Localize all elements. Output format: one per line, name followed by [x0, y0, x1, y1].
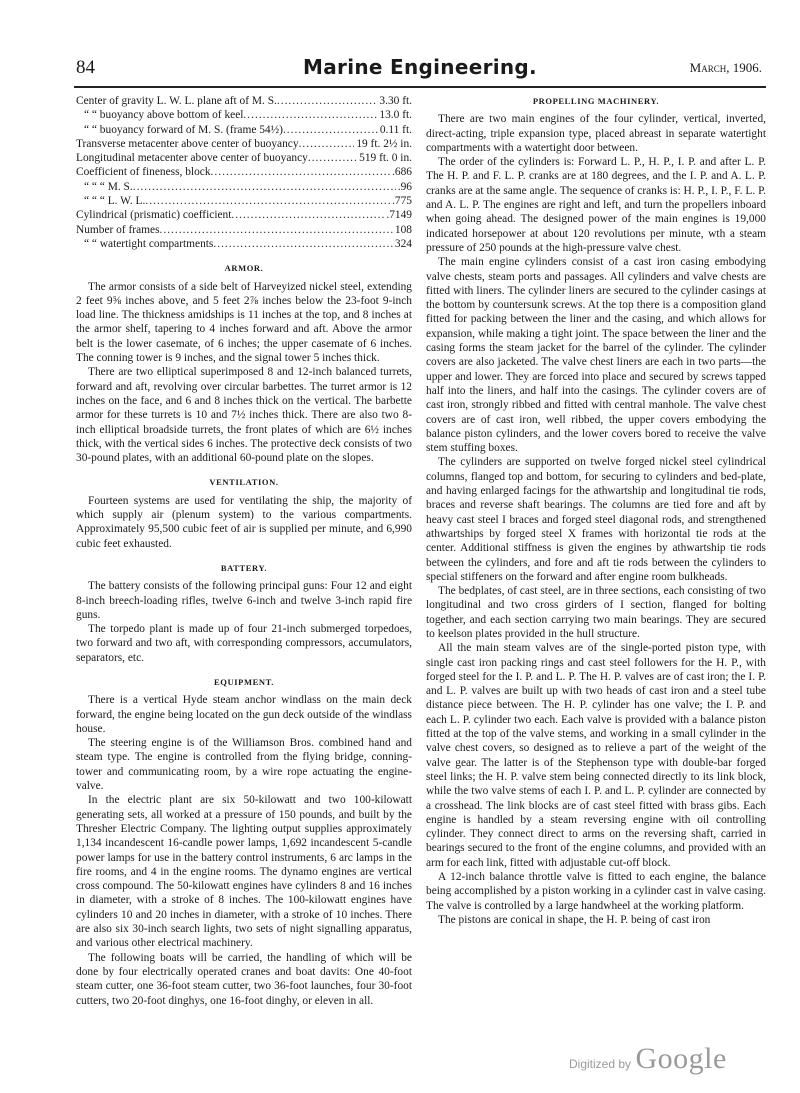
google-logo: Google: [635, 1042, 727, 1075]
page-header: [74, 55, 766, 85]
digitized-by-google-watermark: [569, 1042, 727, 1076]
paragraph: The steering engine is of the Williamson Bros. combined hand and steam type. The engine is controlled from the flying bridge, conning-tower and communicating room, by a wire rope actuating the engine-valve.: [76, 737, 412, 793]
spec-row: Coefficient of fineness, block ..... .686: [76, 165, 412, 179]
left-column: [76, 94, 412, 1008]
spec-row: “ “ “ M. S. ..... .96: [76, 180, 412, 194]
paragraph: The following boats will be carried, the handling of which will be done by four electrically operated cranes and boat davits: One 40-foot steam cutter, one 36-foot steam cutter, two 36-foot launches, four 30-foot cutters, two 20-foot dinghys, one 16-foot dinghy, or eleven in all.: [76, 951, 412, 1007]
spec-row: “ “ buoyancy above bottom of keel ..... 13.0 ft.: [76, 108, 412, 122]
paragraph: There is a vertical Hyde steam anchor windlass on the main deck forward, the engine being located on the gun deck outside of the windlass house.: [76, 694, 412, 735]
paragraph: The pistons are conical in shape, the H. P. being of cast iron: [438, 913, 711, 926]
right-column: [426, 94, 766, 927]
section-heading-propelling-machinery: PROPELLING MACHINERY.: [532, 96, 660, 106]
spec-row: Center of gravity L. W. L. plane aft of M. S. ..... 3.30 ft.: [76, 94, 412, 108]
spec-row: “ “ watertight compartments ..... 324: [76, 237, 412, 251]
paragraph: The battery consists of the following principal guns: Four 12 and eight 8-inch breech-loading rifles, twelve 6-inch and twelve 3-inch rapid fire guns.: [76, 580, 412, 621]
section-heading-armor: ARMOR.: [224, 263, 264, 274]
paragraph: The bedplates, of cast steel, are in three sections, each consisting of two longitudinal and two cross girders of I section, flanged for bolting together, and each section carrying two main bearings. They are secured to keelson plates provided in the hull structure.: [426, 585, 766, 640]
page-number: 84: [76, 57, 95, 78]
spec-row: Cylindrical (prismatic) coefficient ..... .7149: [76, 208, 412, 222]
journal-title: Marine Engineering.: [303, 55, 537, 79]
paragraph: A 12-inch balance throttle valve is fitted to each engine, the balance being accomplished by a piston working in a cylinder cast in valve casing. The valve is controlled by a large handwheel at the working platform.: [426, 871, 766, 912]
spec-row: Transverse metacenter above center of buoyancy ..... 19 ft. 2½ in.: [76, 137, 412, 151]
paragraph: Fourteen systems are used for ventilating the ship, the majority of which supply air (plenum system) to the various compartments. Approximately 95,500 cubic feet of air is supplied per minute, and 6,990 cubic feet exhausted.: [76, 494, 412, 550]
paragraph: The order of the cylinders is: Forward L. P., H. P., I. P. and after L. P. The H. P. and F. L. P. cranks are at 180 degrees, and the I. P. and A. L. P. cranks are at the same angle. The sequence of cranks is: H. P., I. P., F. L. P. and A. L. P. The engines are right and left, and turn the propellers inboard when going ahead. The designed power of the main engines is 19,000 indicated horsepower at about 120 revolutions per minute, wth a steam pressure of 250 pounds at the high-pressure valve chest.: [426, 156, 766, 254]
spec-row: Number of frames ..... 108: [76, 223, 412, 237]
header-rule: [74, 86, 766, 88]
section-heading-equipment: EQUIPMENT.: [214, 676, 274, 687]
spec-row: “ “ “ L. W. L. ..... .775: [76, 194, 412, 208]
paragraph: The main engine cylinders consist of a cast iron casing embodying valve chests, steam ports and passages. All cylinders and valve chests are fitted with liners. The cylinder liners are secured to the cylinder casings at the bottom by countersunk screws. At the top there is a composition gland fitted for packing between the liner and the casing, and which allows for expansion, while making a tight joint. The space between the liner and the casing forms the steam jacket for the barrel of the cylinder. The cylinder covers are also jacketed. The valve chest liners are each in two parts—the upper and lower. They are forced into place and secured by screws tapped half into the liners, and half into the casings. The cylinder covers are of cast iron, strongly ribbed and fitted with central manhole. The valve chest covers are of cast iron, well ribbed, the upper covers embodying the balance piston cylinders, and the lower covers bored to receive the valve stem stuffing boxes.: [426, 256, 766, 455]
paragraph: There are two main engines of the four cylinder, vertical, inverted, direct-acting, triple expansion type, placed abreast in separate watertight compartments with a watertight door between.: [426, 113, 766, 154]
paragraph: The armor consists of a side belt of Harveyized nickel steel, extending 2 feet 9⅝ inches above, and 5 feet 2⅞ inches below the 23-foot 9-inch load line. The thickness amidships is 11 inches at the top, and 8 inches at the armor shelf, tapering to 4 inches forward and aft. Above the armor belt is the lower casemate, of 6 inches; the upper casemate of 6 inches. The conning tower is 9 inches, and the signal tower 5 inches thick.: [76, 280, 412, 365]
issue-date: March, 1906.: [689, 60, 762, 75]
section-heading-battery: BATTERY.: [220, 562, 268, 573]
spec-row: “ “ buoyancy forward of M. S. (frame 54½) ..... 0.11 ft.: [76, 123, 412, 137]
paragraph: The cylinders are supported on twelve forged nickel steel cylindrical columns, flanged top and bottom, for securing to cylinders and bed-plate, and having enlarged facings for the athwartship and longitudinal tie rods, braces and reverse shaft bearings. The columns are tied fore and aft by heavy cast steel I braces and forged steel diagonal rods, and strengthened athwartships by forged steel X frames with horizontal tie rods at the center. Additional stiffness is given the engines by athwartship tie rods between the cylinders, and fore and aft tie rods between the cylinders to special stiffeners on the forward and after engine room bulkheads.: [426, 456, 766, 583]
digitized-by-text: Digitized by: [569, 1057, 632, 1071]
paragraph: In the electric plant are six 50-kilowatt and two 100-kilowatt generating sets, all worked at a pressure of 150 pounds, and built by the Thresher Electric Company. The lighting output supplies approximately 1,134 incandescent 16-candle power lamps, 1,692 incandescent 5-candle power lamps for use in the battery control instruments, 6 arc lamps in the fire rooms, and 4 in the engine rooms. The dynamo engines are vertical cross compound. The 50-kilowatt engines have cylinders 8 and 16 inches in diameter, with a stroke of 8 inches. The 100-kilowatt engines have cylinders 10 and 20 inches in diameter, with a stroke of 10 inches. There are also six 30-inch search lights, two sets of night signalling apparatus, and various other electrical machinery.: [76, 794, 412, 950]
paragraph: The torpedo plant is made up of four 21-inch submerged torpedoes, two forward and two aft, with corresponding compressors, accumulators, separators, etc.: [76, 623, 412, 664]
specifications-table: [76, 94, 412, 251]
paragraph: All the main steam valves are of the single-ported piston type, with single cast iron packing rings and cast steel followers for the H. P., with forged steel for the I. P. and L. P. The H. P. valves are of cast iron; the I. P. and L. P. valves are built up with two heads of cast iron and a steel tube distance piece between. The H. P. cylinder has one valve; the I. P. and each L. P. cylinder two each. Each valve is provided with a balance piston fitted at the top of the valve stems, and working in a small cylinder in the valve chest covers, so designed as to relieve a part of the weight of the valve gear. The latter is of the Stephenson type with double-bar forged steel links; the H. P. valve stem being connected directly to its link block, while the two valve stems of each I. P. and L. P. cylinder are connected by a crosshead. The link blocks are of cast steel fitted with brass gibs. Each engine is handled by a steam reversing engine with oil controlling cylinder. They connect direct to arms on the reversing shaft, carried in bearings secured to the front of the engine columns, and provided with an arm for each link, fitted with adjustable cut-off block.: [426, 642, 766, 869]
spec-row: Longitudinal metacenter above center of buoyancy ..... 519 ft. 0 in.: [76, 151, 412, 165]
section-heading-ventilation: VENTILATION.: [209, 477, 279, 488]
paragraph: There are two elliptical superimposed 8 and 12-inch balanced turrets, forward and aft, revolving over circular barbettes. The turret armor is 12 inches on the face, and 6 and 8 inches thick on the vertical. The barbette armor for these turrets is 10 and 7½ inches thick. There are also two 8-inch elliptical broadside turrets, the front plates of which are 6½ inches thick, with the vertical sides 6 inches. The protective deck consists of two 30-pound plates, with an additional 60-pound plate on the slopes.: [76, 366, 412, 465]
